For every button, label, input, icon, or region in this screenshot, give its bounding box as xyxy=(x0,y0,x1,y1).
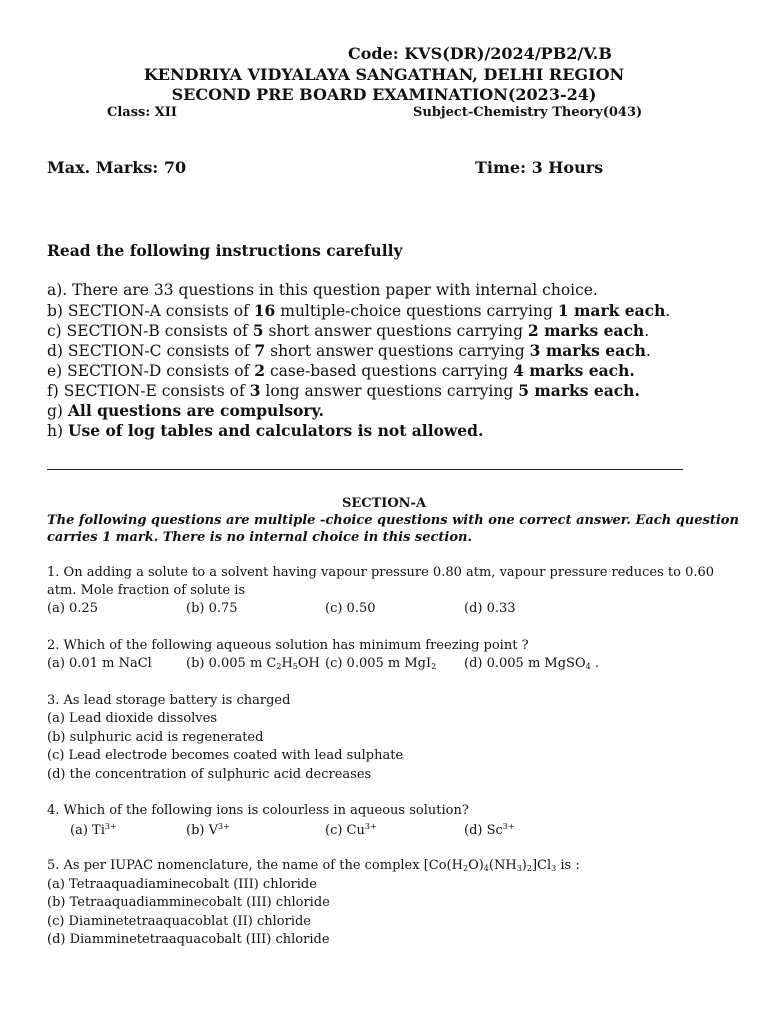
time-allowed: Time: 3 Hours xyxy=(475,158,604,177)
instruction-c: c) SECTION-B consists of 5 short answer questions carrying 2 marks each. xyxy=(47,321,650,340)
instruction-h: h) Use of log tables and calculators is not allowed. xyxy=(47,421,484,440)
q5-option-b: (b) Tetraaquadiamminecobalt (III) chloride xyxy=(47,895,330,910)
q3-option-a: (a) Lead dioxide dissolves xyxy=(47,711,218,726)
q1-stem-line2: atm. Mole fraction of solute is xyxy=(47,583,246,598)
q5-option-c: (c) Diaminetetraaquacoblat (II) chloride xyxy=(47,914,312,929)
paper-code: Code: KVS(DR)/2024/PB2/V.B xyxy=(348,44,612,63)
exam-title: SECOND PRE BOARD EXAMINATION(2023-24) xyxy=(171,85,597,104)
q1-option-a: (a) 0.25 xyxy=(47,601,98,616)
q3-option-b: (b) sulphuric acid is regenerated xyxy=(47,730,264,745)
q3-option-d: (d) the concentration of sulphuric acid decreases xyxy=(47,767,372,782)
q1-stem-line1: 1. On adding a solute to a solvent having vapour pressure 0.80 atm, vapour pressure reduces to 0.60 xyxy=(47,565,715,580)
q2-option-a: (a) 0.01 m NaCl xyxy=(47,656,152,671)
q2-option-d: (d) 0.005 m MgSO$_4$ . xyxy=(464,656,599,671)
q1-option-c: (c) 0.50 xyxy=(325,601,376,616)
instructions-title: Read the following instructions carefully xyxy=(47,241,403,260)
q4-stem: 4. Which of the following ions is colourless in aqueous solution? xyxy=(47,803,469,818)
max-marks: Max. Marks: 70 xyxy=(47,158,187,177)
q1-option-d: (d) 0.33 xyxy=(464,601,516,616)
q3-option-c: (c) Lead electrode becomes coated with lead sulphate xyxy=(47,748,404,763)
q4-option-d: (d) $Sc^{3+}$ xyxy=(464,822,515,838)
q5-stem: 5. As per IUPAC nomenclature, the name of the complex $[Co(H_2O)_4(NH_3)_2]Cl_3$ is : xyxy=(47,858,580,873)
q4-option-a: (a) $Ti^{3+}$ xyxy=(70,822,117,838)
q3-stem: 3. As lead storage battery is charged xyxy=(47,693,291,708)
instruction-d: d) SECTION-C consists of 7 short answer questions carrying 3 marks each. xyxy=(47,341,651,360)
q1-option-b: (b) 0.75 xyxy=(186,601,238,616)
section-a-title: SECTION-A xyxy=(341,496,427,511)
subject-label: Subject-Chemistry Theory(043) xyxy=(413,105,643,120)
instruction-e: e) SECTION-D consists of 2 case-based questions carrying 4 marks each. xyxy=(47,361,635,380)
divider-line xyxy=(47,469,683,470)
instruction-a: a). There are 33 questions in this question paper with internal choice. xyxy=(47,281,598,299)
instruction-b: b) SECTION-A consists of 16 multiple-choice questions carrying 1 mark each. xyxy=(47,301,671,320)
instruction-f: f) SECTION-E consists of 3 long answer questions carrying 5 marks each. xyxy=(47,381,640,400)
q2-option-c: (c) 0.005 m MgI$_2$ xyxy=(325,656,437,671)
section-a-note-line2: carries 1 mark. There is no internal choice in this section. xyxy=(47,530,473,545)
q4-option-b: (b) $V^{3+}$ xyxy=(186,822,230,838)
q2-stem: 2. Which of the following aqueous solution has minimum freezing point ? xyxy=(47,638,529,653)
instruction-g: g) All questions are compulsory. xyxy=(47,401,325,420)
q4-option-c: (c) $Cu^{3+}$ xyxy=(325,822,377,838)
class-label: Class: XII xyxy=(107,105,177,120)
q5-option-d: (d) Diamminetetraaquacobalt (III) chloride xyxy=(47,932,330,947)
organization-title: KENDRIYA VIDYALAYA SANGATHAN, DELHI REGION xyxy=(143,65,625,84)
q2-option-b: (b) 0.005 m $C_2H_5OH$ xyxy=(186,656,320,671)
section-a-note-line1: The following questions are multiple -choice questions with one correct answer. Each question xyxy=(47,513,739,528)
q5-option-a: (a) Tetraaquadiaminecobalt (III) chloride xyxy=(47,877,317,892)
